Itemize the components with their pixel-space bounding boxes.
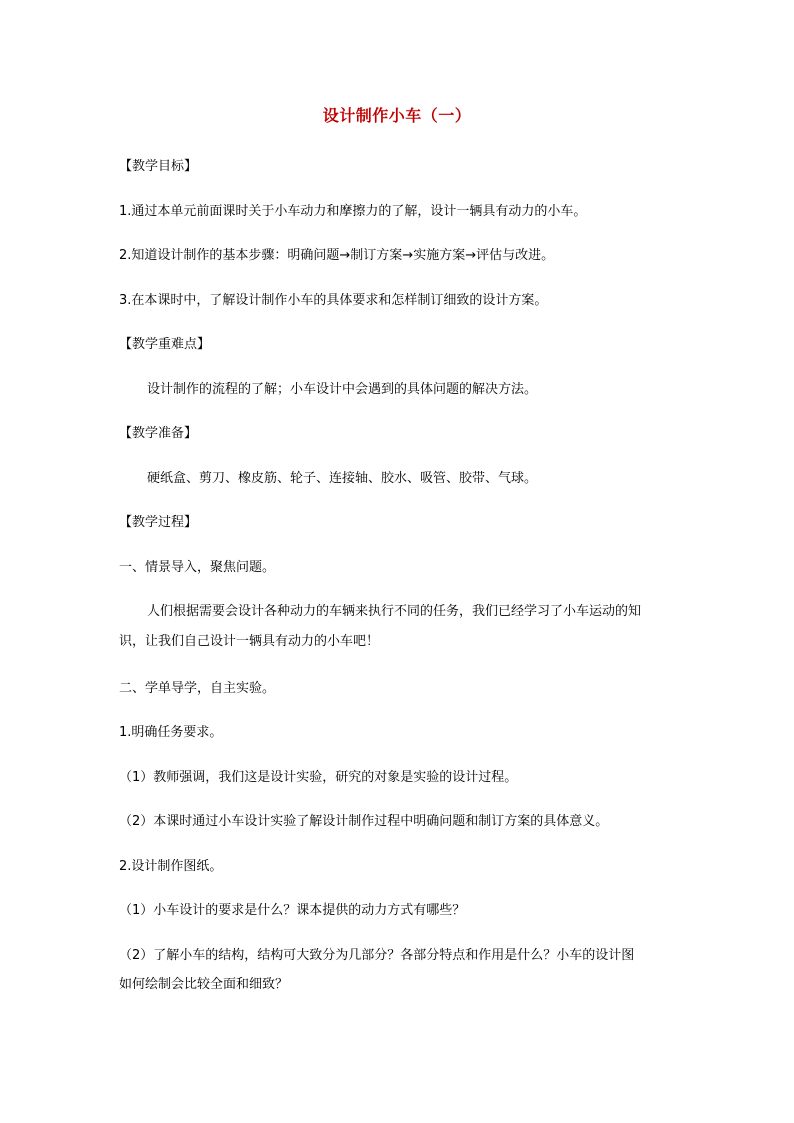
task-item-1: 1.明确任务要求。 [119, 725, 223, 740]
task-item-1-sub-2: （2）本课时通过小车设计实验了解设计制作过程中明确问题和制订方案的具体意义。 [119, 814, 609, 829]
goal-item-2: 2.知道设计制作的基本步骤：明确问题→制订方案→实施方案→评估与改进。 [119, 248, 555, 263]
task-item-2-sub-2-line-1: （2）了解小车的结构，结构可大致分为几部分？各部分特点和作用是什么？小车的设计图 [119, 948, 635, 963]
step-1-paragraph-line-1: 人们根据需要会设计各种动力的车辆来执行不同的任务，我们已经学习了小车运动的知 [147, 604, 642, 619]
goal-item-3: 3.在本课时中，了解设计制作小车的具体要求和怎样制订细致的设计方案。 [119, 293, 548, 308]
step-2-title: 二、学单导学，自主实验。 [119, 681, 276, 696]
section-heading-key-points: 【教学重难点】 [119, 337, 211, 352]
preparation-text: 硬纸盒、剪刀、橡皮筋、轮子、连接轴、胶水、吸管、胶带、气球。 [147, 471, 538, 486]
page-title: 设计制作小车（一） [322, 106, 472, 125]
task-item-2-sub-2-line-2: 如何绘制会比较全面和细致？ [119, 977, 289, 992]
section-heading-goals: 【教学目标】 [119, 159, 198, 174]
step-1-title: 一、情景导入，聚焦问题。 [119, 560, 276, 575]
task-item-2: 2.设计制作图纸。 [119, 859, 223, 874]
key-points-text: 设计制作的流程的了解；小车设计中会遇到的具体问题的解决方法。 [147, 382, 538, 397]
step-1-paragraph-line-2: 识，让我们自己设计一辆具有动力的小车吧！ [119, 634, 380, 649]
task-item-1-sub-1: （1）教师强调，我们这是设计实验，研究的对象是实验的设计过程。 [119, 770, 518, 785]
section-heading-preparation: 【教学准备】 [119, 426, 198, 441]
task-item-2-sub-1: （1）小车设计的要求是什么？课本提供的动力方式有哪些？ [119, 903, 466, 918]
section-heading-process: 【教学过程】 [119, 515, 198, 530]
goal-item-1: 1.通过本单元前面课时关于小车动力和摩擦力的了解，设计一辆具有动力的小车。 [119, 204, 587, 219]
